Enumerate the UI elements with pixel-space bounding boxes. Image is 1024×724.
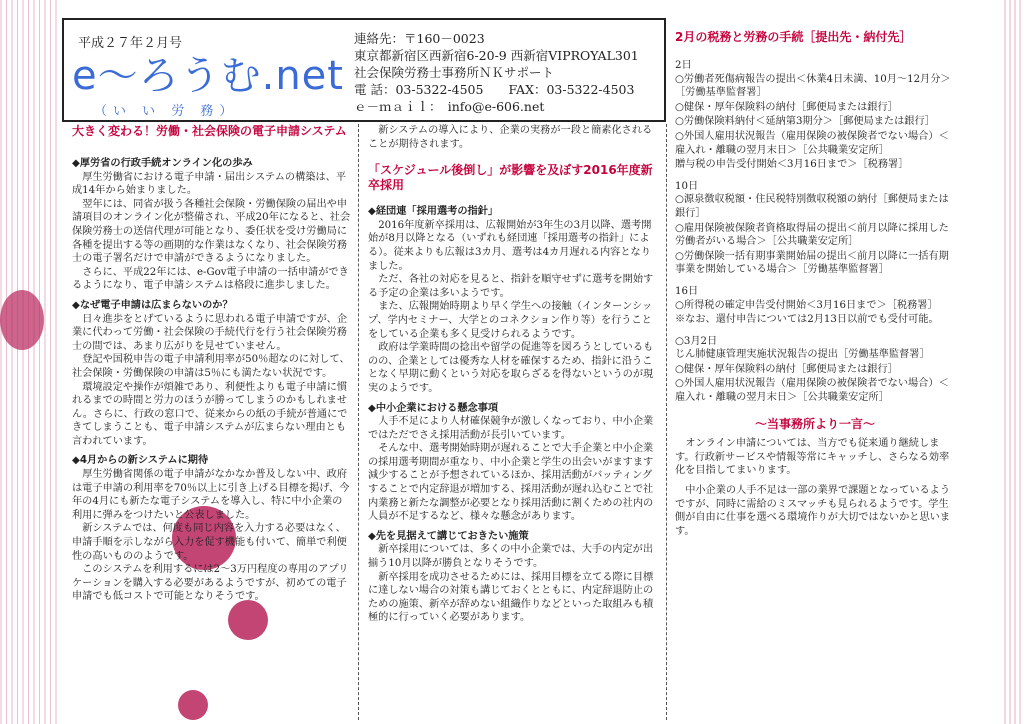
procedure-list <box>675 299 955 327</box>
decor-circle-small <box>0 290 44 350</box>
procedure-date: 10日 <box>675 180 699 192</box>
procedure-item: ○外国人雇用状況報告（雇用保険の被保険者でない場合）＜雇入れ・離職の翌月末日＞［公共職業安定所］ <box>675 130 949 156</box>
paragraph: 登記や国税申告の電子申請利用率が50％超なのに対して、社会保険・労働保険の申請は5％にも満たない状況です。 <box>72 354 350 379</box>
contact-line: 連絡先：〒160－0023 <box>354 31 485 46</box>
procedure-date: 2日 <box>675 60 692 71</box>
paragraph: 政府は学業時間の捻出や留学の促進等を図ろうとしているものの、企業としては優秀な人材を確保するため、指針に沿うことなく早期に動くという対応を取らざるを得ないというのが現実のようです。 <box>368 342 654 394</box>
paragraph: 厚生労働省関係の電子申請がなかなか普及しない中、政府は電子申請の利用率を70％以上に引き上げる目標を掲げ、今年の4月にも新たな電子システムを導入し、特に中小企業の利用に弾みをつけたいと公表しました。 <box>72 469 350 521</box>
newsletter-logo: e～ろうむ.net <box>72 53 344 99</box>
procedure-item: ○労働保険一括有期事業開始届の提出＜前月以降に一括有期事業を開始している場合＞［労働基準監督署］ <box>675 250 949 276</box>
section-heading: ◆経団連「採用選考の指針」 <box>368 206 499 218</box>
paragraph: このシステムを利用するには2～3万円程度の専用のアプリケーションを購入する必要があるようですが、初めての電子申請でも低コストで可能となりそうです。 <box>72 564 349 603</box>
right-decorative-stripes <box>1004 0 1024 724</box>
paragraph: 翌年には、同省が扱う各種社会保険・労働保険の届出や申請項目のオンライン化が整備され、平成20年になると、社会保険労務士の送信代理が可能となり、委任状を受け労働局に各種を提出する等の画期的な作業はなくなり、社会保険労務士の電子署名だけで申請ができるようになりました。 <box>72 198 351 265</box>
contact-office: 社会保険労務士事務所ＮＫサポート <box>354 65 555 80</box>
paragraph: オンライン申請については、当方でも従来通り継続します。行政新サービスや情報等常にキャッチし、さらなる効率化を目指してまいります。 <box>675 438 950 477</box>
procedure-item: ○労働保険料納付＜延納第3期分＞［郵便局または銀行］ <box>675 116 935 128</box>
paragraph: さらに、平成22年には、e-Gov電子申請の一括申請ができるようになり、電子申請システムは格段に進歩しました。 <box>72 266 349 292</box>
paragraph: 新システムでは、何度も同じ内容を入力する必要はなく、申請手順を示しながら入力を促す機能も付いて、簡単で利便性の高いもののようです。 <box>72 523 347 562</box>
article-recruitment-schedule <box>368 124 658 625</box>
paragraph: 日々進歩をとげているように思われる電子申請ですが、企業に代わって労働・社会保険の手続代行を行う社会保険労務士の間では、あまり広がりを見せていません。 <box>72 313 348 352</box>
paragraph: また、広報開始時期より早く学生への接触（インターンシップ、学内セミナー、大学とのコネクション作り等）を行うことをしている企業も多く見受けられるようです。 <box>368 301 653 340</box>
procedure-date: ○3月2日 <box>675 335 718 347</box>
section-heading: ◆中小企業における懸念事項 <box>368 402 499 414</box>
procedures-title: 2月の税務と労務の手続［提出先・納付先］ <box>675 30 912 44</box>
procedure-item: ○雇用保険被保険者資格取得届の提出＜前月以降に採用した労働者がいる場合＞［公共職業安定所］ <box>675 222 949 248</box>
contact-email: ｅ－ｍａｉｌ： info@e-606.net <box>354 99 545 114</box>
section-heading: ◆4月からの新システムに期待 <box>72 455 209 467</box>
paragraph: ただ、各社の対応を見ると、指針を順守せずに選考を開始する予定の企業は多いようです。 <box>368 274 654 299</box>
contact-address: 東京都新宿区西新宿6-20-9 西新宿VIPROYAL301 <box>354 48 639 63</box>
procedure-list <box>675 73 955 172</box>
paragraph: そんな中、選考開始時期が遅れることで大手企業と中小企業の採用選考期間が重なり、中小企業と学生の出会いがますます減少することが予想されているほか、採用活動がバッティングすることで内定辞退が増加する、採用活動が遅れ込むことで社内業務と新たな調整が必要となり採用活動に割くための社内の人員が不足するなど、様々な懸念があります。 <box>368 443 654 523</box>
article-title: 大きく変わる！労働・社会保険の電子申請システム <box>72 124 347 138</box>
procedure-item: ○外国人雇用状況報告（雇用保険の被保険者でない場合）＜雇入れ・離職の翌月末日＞［公共職業安定所］ <box>675 378 949 404</box>
procedure-item: ○労働者死傷病報告の提出＜休業4日未満、10月～12月分＞［労働基準監督署］ <box>675 73 951 99</box>
newsletter-header <box>62 18 666 122</box>
column-divider-2 <box>666 124 667 720</box>
procedure-item: ○健保・厚年保険料の納付［郵便局または銀行］ <box>675 101 898 113</box>
logo-subtitle: （い い 労 務） <box>94 104 239 119</box>
procedure-list <box>675 193 955 277</box>
office-word-title: ～当事務所より一言～ <box>754 416 875 431</box>
paragraph: 中小企業の人手不足は一部の業界で課題となっているようですが、同時に需給のミスマッチも見られるようです。学生側が自由に仕事を選べる環境作りが大切ではないかと思います。 <box>675 485 951 537</box>
monthly-procedures <box>675 30 955 538</box>
paragraph: 新卒採用については、多くの中小企業では、大手の内定が出揃う10月以降が勝負となりそうです。 <box>368 544 654 570</box>
column-divider-1 <box>358 124 359 720</box>
section-heading: ◆先を見据えて講じておきたい施策 <box>368 530 529 542</box>
paragraph: 新システムの導入により、企業の実務が一段と簡素化されることが期待されます。 <box>368 125 653 150</box>
contact-phone: 電 話：03-5322-4505 FAX：03-5322-4503 <box>354 82 635 97</box>
section-heading: ◆厚労省の行政手続オンライン化の歩み <box>72 158 253 169</box>
section-heading: ◆なぜ電子申請は広まらないのか？ <box>72 299 233 311</box>
contact-info <box>354 30 639 115</box>
procedure-list <box>675 348 955 404</box>
paragraph: 人手不足により人材確保競争が激しくなっており、中小企業ではただでさえ採用活動が長引いています。 <box>368 416 654 441</box>
article-title: 「スケジュール後倒し」が影響を及ぼす2016年度新卒採用 <box>368 163 653 193</box>
issue-date: 平成２７年２月号 <box>78 36 183 51</box>
paragraph: 厚生労働省における電子申請・届出システムの構築は、平成14年から始まりました。 <box>72 171 347 197</box>
procedure-item: ○源泉徴収税額・住民税特別徴収税額の納付［郵便局または銀行］ <box>675 194 949 219</box>
decor-circle-tiny <box>178 690 208 720</box>
procedure-item: ○所得税の確定申告受付開始＜3月16日まで＞［税務署］ <box>675 299 938 311</box>
procedure-item: 贈与税の申告受付開始＜3月16日まで＞［税務署］ <box>675 159 909 171</box>
procedure-item: じん肺健康管理実施状況報告の提出［労働基準監督署］ <box>675 349 930 361</box>
article-electronic-application <box>72 124 352 604</box>
procedure-item: ○健保・厚年保険料の納付［郵便局または銀行］ <box>675 363 898 375</box>
paragraph: 2016年度新卒採用は、広報開始が3年生の3月以降、選考開始が8月以降となる（いずれも経団連「採用選考の指針」による）。従来よりも広報は3カ月、選考は4カ月遅れる内容となりました。 <box>368 219 652 272</box>
paragraph: 新卒採用を成功させるためには、採用目標を立てる際に目標に達しない場合の対策も講じておくとともに、内定辞退防止のための施策、新卒が辞めない組織作りなどといった取組みも積極的に行っていく必要があります。 <box>368 571 654 624</box>
decor-circle-medium <box>228 600 268 640</box>
paragraph: 環境設定や操作が煩雑であり、利便性よりも電子申請に慣れるまでの時間と労力のほうが勝ってしまうのかもしれません。さらに、行政の窓口で、従来からの紙の手続が普通にできてしまうことも、電子申請システムが広まらない理由とも言われています。 <box>72 381 348 447</box>
left-decorative-stripes <box>0 0 60 724</box>
procedure-item: ※なお、還付申告については2月13日以前でも受付可能。 <box>675 314 939 326</box>
procedure-date: 16日 <box>675 285 699 297</box>
